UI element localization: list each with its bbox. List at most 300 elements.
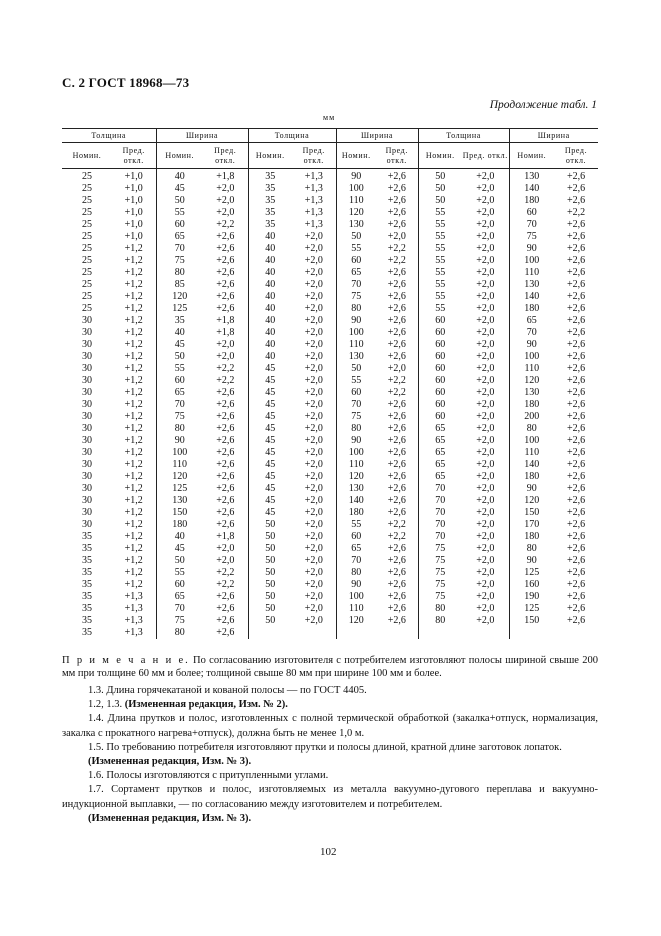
table-cell: +2,6 [376, 399, 418, 411]
table-cell: +2,6 [376, 183, 418, 195]
table-cell: +1,2 [112, 519, 156, 531]
table-cell: +2,6 [566, 327, 586, 338]
table-cell: 50 [174, 351, 185, 362]
column-header: Номин. [248, 143, 292, 169]
table-cell: +2,6 [203, 231, 248, 243]
table-cell [509, 627, 554, 639]
table-cell: 30 [82, 423, 92, 434]
table-cell: 75 [435, 591, 446, 602]
table-cell: 180 [524, 303, 540, 314]
table-cell: +2,6 [566, 591, 586, 602]
table-cell: +2,0 [292, 351, 336, 363]
table-cell: 120 [524, 495, 540, 506]
table-cell: 55 [351, 243, 362, 254]
table-cell: +2,6 [376, 267, 418, 279]
table-cell: +1,2 [112, 327, 156, 339]
table-cell: 45 [174, 183, 185, 194]
table-cell: 75 [435, 555, 446, 566]
table-cell: 120 [348, 207, 364, 218]
column-header: Пред. откл. [376, 143, 418, 169]
column-header: Пред. откл. [462, 143, 509, 169]
table-cell: 65 [435, 435, 446, 446]
table-cell: 50 [265, 591, 276, 602]
table-cell: 25 [82, 171, 92, 182]
table-row [62, 183, 598, 195]
table-cell: +2,0 [462, 387, 509, 399]
table-row [62, 627, 598, 639]
table-cell: 60 [351, 255, 362, 266]
table-cell: +2,6 [566, 351, 586, 362]
table-cell: +2,6 [376, 219, 418, 231]
table-cell: +2,2 [376, 375, 418, 387]
paragraph [62, 698, 598, 712]
table-row [62, 219, 598, 231]
table-cell: 55 [435, 267, 446, 278]
table-cell: +2,0 [203, 543, 248, 555]
table-cell: 80 [351, 567, 362, 578]
table-cell: 30 [82, 471, 92, 482]
table-cell: 45 [265, 411, 276, 422]
table-cell: 60 [174, 375, 185, 386]
table-row [62, 207, 598, 219]
table-cell: 50 [265, 579, 276, 590]
page-header: С. 2 ГОСТ 18968—73 [62, 75, 190, 90]
table-body [62, 169, 598, 640]
table-cell: +2,6 [203, 435, 248, 447]
table-cell: 65 [435, 471, 446, 482]
table-cell: +2,0 [292, 543, 336, 555]
table-cell: 50 [265, 519, 276, 530]
amendment-note: (Измененная редакция, Изм. № 3). [88, 812, 252, 824]
table-cell: +2,0 [462, 411, 509, 423]
table-cell: 45 [265, 447, 276, 458]
table-cell: +2,0 [462, 423, 509, 435]
table-cell: +2,6 [566, 411, 586, 422]
table-cell: +2,0 [462, 591, 509, 603]
table-cell: 45 [265, 459, 276, 470]
table-cell: 40 [265, 315, 276, 326]
table-cell: +2,6 [376, 543, 418, 555]
table-cell [292, 627, 336, 639]
table-cell: 125 [172, 483, 188, 494]
table-note [62, 654, 598, 680]
table-cell: 35 [82, 543, 92, 554]
table-cell: 190 [524, 591, 540, 602]
table-cell: 60 [435, 387, 446, 398]
table-cell: 100 [348, 591, 364, 602]
table-cell: 65 [351, 267, 362, 278]
table-cell: +2,6 [566, 555, 586, 566]
table-cell: +2,0 [292, 615, 336, 627]
table-cell: +2,0 [462, 255, 509, 267]
table-cell: +2,0 [462, 579, 509, 591]
table-cell: +1,2 [112, 279, 156, 291]
table-cell: +2,6 [203, 423, 248, 435]
table-cell: +2,6 [566, 255, 586, 266]
table-cell: +2,6 [203, 591, 248, 603]
table-cell: 70 [351, 555, 362, 566]
table-cell: +2,6 [203, 459, 248, 471]
table-cell: +2,0 [292, 591, 336, 603]
table-cell: +2,0 [292, 327, 336, 339]
table-cell: 60 [435, 351, 446, 362]
table-cell: +2,0 [462, 399, 509, 411]
table-cell: 65 [435, 423, 446, 434]
note-text: По согласованию изготовителя с потребителем изготовляют полосы шириной свыше 200 мм при толщине 60 мм и более; толщиной свыше 80 мм при ширине 100 мм и более. [62, 655, 598, 679]
table-cell: +2,6 [203, 483, 248, 495]
table-cell: +2,0 [292, 519, 336, 531]
table-cell: 40 [265, 303, 276, 314]
table-cell: +2,0 [203, 351, 248, 363]
table-cell: 150 [524, 507, 540, 518]
table-cell: 40 [174, 531, 185, 542]
table-cell: 180 [524, 471, 540, 482]
table-cell: 160 [524, 579, 540, 590]
table-cell: +1,2 [112, 555, 156, 567]
table-cell: +2,0 [292, 315, 336, 327]
table-cell: +1,8 [203, 315, 248, 327]
table-cell: +2,0 [462, 303, 509, 315]
paragraph: 1.5. По требованию потребителя изготовляют прутки и полосы длиной, кратной длине заготовок лопаток. [88, 741, 562, 753]
table-cell: +2,0 [462, 207, 509, 219]
table-cell: 65 [435, 459, 446, 470]
table-cell: +2,0 [462, 339, 509, 351]
table-cell: 25 [82, 183, 92, 194]
table-cell: +2,2 [376, 387, 418, 399]
table-cell: 140 [524, 291, 540, 302]
table-cell: 60 [351, 387, 362, 398]
table-cell: +1,2 [112, 567, 156, 579]
table-cell: +2,2 [203, 363, 248, 375]
table-cell: 55 [435, 279, 446, 290]
table-cell: 120 [348, 615, 364, 626]
table-cell: +2,0 [462, 435, 509, 447]
table-cell: 180 [524, 531, 540, 542]
table-cell: 40 [265, 243, 276, 254]
table-cell: +2,0 [376, 231, 418, 243]
table-cell: +2,6 [566, 363, 586, 374]
table-cell: 30 [82, 339, 92, 350]
table-cell: 125 [172, 303, 188, 314]
table-cell: +1,2 [112, 243, 156, 255]
table-cell: 30 [82, 519, 92, 530]
table-row [62, 447, 598, 459]
table-cell: 140 [348, 495, 364, 506]
table-cell: +2,6 [203, 627, 248, 639]
table-cell: +1,2 [112, 495, 156, 507]
amendment-note: (Измененная редакция, Изм. № 2). [124, 699, 288, 711]
table-cell: 70 [174, 243, 185, 254]
table-cell: +2,0 [203, 183, 248, 195]
table-cell: +2,6 [566, 459, 586, 470]
table-cell: +2,6 [376, 195, 418, 207]
table-cell: 100 [348, 183, 364, 194]
table-cell: +2,6 [203, 447, 248, 459]
table-cell: 30 [82, 459, 92, 470]
table-cell: 130 [348, 483, 364, 494]
table-cell: 30 [82, 387, 92, 398]
table-cell: +1,3 [112, 591, 156, 603]
table-cell: +1,2 [112, 531, 156, 543]
table-cell: 75 [435, 543, 446, 554]
table-cell: +1,2 [112, 435, 156, 447]
table-cell: +2,6 [203, 291, 248, 303]
table-cell: +2,6 [566, 231, 586, 242]
table-cell: +2,0 [292, 231, 336, 243]
table-cell: 40 [265, 351, 276, 362]
table-cell: +2,6 [203, 387, 248, 399]
table-cell: 35 [82, 591, 92, 602]
group-header: Ширина [336, 129, 418, 143]
table-cell: +2,6 [376, 291, 418, 303]
table-cell: +2,0 [462, 507, 509, 519]
table-cell: +1,2 [112, 411, 156, 423]
amendment-note: (Измененная редакция, Изм. № 3). [88, 756, 252, 768]
table-cell: 50 [265, 603, 276, 614]
table-cell: +1,3 [112, 603, 156, 615]
table-cell: 150 [172, 507, 188, 518]
table-cell: 55 [351, 519, 362, 530]
table-cell: +2,6 [566, 375, 586, 386]
table-cell: 60 [435, 363, 446, 374]
table-cell: +1,0 [112, 195, 156, 207]
table-cell: +2,0 [292, 279, 336, 291]
table-cell: 90 [526, 483, 537, 494]
table-row [62, 471, 598, 483]
table-cell: 120 [172, 291, 188, 302]
table-cell: 50 [265, 615, 276, 626]
table-cell: 130 [348, 351, 364, 362]
table-cell: 70 [351, 399, 362, 410]
table-cell: +2,6 [376, 303, 418, 315]
table-cell: 60 [174, 219, 185, 230]
table-cell: +2,0 [292, 339, 336, 351]
table-cell: 70 [435, 507, 446, 518]
table-cell: +2,0 [292, 555, 336, 567]
table-cell: 130 [172, 495, 188, 506]
table-cell: +2,0 [292, 603, 336, 615]
table-cell: +2,0 [462, 195, 509, 207]
table-cell: +2,6 [566, 507, 586, 518]
table-cell: 70 [526, 327, 537, 338]
table-cell: 90 [351, 435, 362, 446]
table-cell: 100 [172, 447, 188, 458]
table-cell [554, 627, 598, 639]
table-cell: +2,6 [566, 339, 586, 350]
table-cell: 50 [265, 543, 276, 554]
table-cell: 180 [348, 507, 364, 518]
table-cell: +2,0 [292, 483, 336, 495]
table-cell: +2,6 [566, 219, 586, 230]
table-cell: +1,0 [112, 169, 156, 184]
table-cell: 110 [348, 195, 364, 206]
table-cell: 180 [172, 519, 188, 530]
table-cell: 45 [265, 399, 276, 410]
table-cell [462, 627, 509, 639]
paragraph: 1.4. Длина прутков и полос, изготовленных с полной термической обработкой (закалка+отпуск, нормализация, закалка с прокатного нагрева+отпуск), должна быть не менее 1,0 м. [62, 713, 598, 739]
table-cell: 90 [526, 339, 537, 350]
table-cell: 100 [524, 435, 540, 446]
table-cell: 55 [435, 243, 446, 254]
table-cell: +2,6 [376, 591, 418, 603]
table-cell: +2,0 [462, 495, 509, 507]
table-cell: 55 [435, 219, 446, 230]
table-cell: 170 [524, 519, 540, 530]
table-row [62, 327, 598, 339]
table-cell: +2,6 [376, 507, 418, 519]
table-cell: 80 [526, 423, 537, 434]
table-cell: 50 [435, 171, 446, 182]
table-cell: +1,2 [112, 459, 156, 471]
table-cell: 65 [174, 231, 185, 242]
table-cell: 35 [82, 555, 92, 566]
table-cell: 90 [174, 435, 185, 446]
table-cell: +1,2 [112, 291, 156, 303]
table-cell: +2,0 [292, 255, 336, 267]
table-cell: 110 [172, 459, 188, 470]
table-cell: +1,3 [292, 207, 336, 219]
table-cell: 25 [82, 243, 92, 254]
table-cell: +2,2 [203, 375, 248, 387]
column-header: Номин. [418, 143, 462, 169]
table-row [62, 255, 598, 267]
table-cell: +2,6 [203, 519, 248, 531]
table-cell: 140 [524, 459, 540, 470]
table-cell: +2,2 [376, 531, 418, 543]
table-cell: 65 [174, 387, 185, 398]
table-cell: +2,6 [566, 423, 586, 434]
table-cell: +2,6 [376, 169, 418, 184]
table-cell: +2,0 [292, 423, 336, 435]
table-cell: +2,6 [376, 447, 418, 459]
paragraph: 1.7. Сортамент прутков и полос, изготовляемых из металла вакуумно-дугового переплава и вакуумно-индукционной выплавки, — по согласованию между изготовителем и потребителем. [62, 784, 598, 810]
table-cell: +2,2 [376, 243, 418, 255]
table-cell: 60 [435, 327, 446, 338]
table-cell: +2,6 [203, 471, 248, 483]
table-cell: 45 [265, 423, 276, 434]
table-cell: 75 [174, 255, 185, 266]
table-cell: +2,6 [566, 303, 586, 314]
table-cell: 75 [351, 291, 362, 302]
table-cell: +2,6 [376, 579, 418, 591]
table-cell: 85 [174, 279, 185, 290]
table-cell: +2,6 [566, 543, 586, 554]
note-label: П р и м е ч а н и е. [62, 655, 190, 666]
table-cell: +1,2 [112, 387, 156, 399]
table-cell: 45 [265, 375, 276, 386]
table-cell: +2,0 [203, 339, 248, 351]
table-cell: +2,0 [462, 447, 509, 459]
table-cell: +2,0 [462, 615, 509, 627]
table-cell: +2,6 [376, 411, 418, 423]
table-row [62, 339, 598, 351]
table-cell: 35 [265, 183, 276, 194]
table-cell: +2,6 [566, 195, 586, 206]
table-cell: +2,6 [376, 207, 418, 219]
table-cell: +2,6 [376, 567, 418, 579]
table-cell: +2,2 [203, 219, 248, 231]
table-cell: 25 [82, 303, 92, 314]
table-cell: 130 [524, 387, 540, 398]
table-row [62, 375, 598, 387]
table-cell: +2,0 [462, 363, 509, 375]
table-cell: +2,0 [462, 375, 509, 387]
table-cell: 35 [82, 627, 92, 638]
page-number: 102 [320, 846, 337, 858]
table-cell: 30 [82, 411, 92, 422]
table-cell: +2,0 [292, 495, 336, 507]
table-cell: +2,0 [292, 291, 336, 303]
table-cell: 30 [82, 327, 92, 338]
table-cell: 130 [524, 279, 540, 290]
table-cell: 50 [435, 195, 446, 206]
table-cell: 65 [174, 591, 185, 602]
table-cell: +2,6 [566, 471, 586, 482]
table-cell: 80 [351, 423, 362, 434]
table-cell: 55 [174, 363, 185, 374]
table-row [62, 507, 598, 519]
table-cell: +2,6 [566, 279, 586, 290]
table-cell: +2,0 [462, 243, 509, 255]
table-cell: 90 [526, 243, 537, 254]
table-cell: +1,0 [112, 231, 156, 243]
table-cell: 25 [82, 255, 92, 266]
table-cell: 35 [82, 531, 92, 542]
table-cell: +2,6 [376, 555, 418, 567]
table-cell: +1,3 [112, 627, 156, 639]
table-cell: +1,2 [112, 375, 156, 387]
table-cell: 65 [351, 543, 362, 554]
table-cell: 110 [524, 363, 540, 374]
table-cell: +2,0 [292, 579, 336, 591]
table-cell: +1,0 [112, 183, 156, 195]
table-cell: +2,6 [566, 291, 586, 302]
table-cell: +2,0 [292, 507, 336, 519]
table-cell: +2,0 [292, 243, 336, 255]
table-cell: +2,6 [566, 603, 586, 614]
table-row [62, 267, 598, 279]
table-cell: +2,6 [566, 435, 586, 446]
table-cell [418, 627, 462, 639]
table-cell: +1,2 [112, 399, 156, 411]
table-cell: 180 [524, 195, 540, 206]
table-row [62, 315, 598, 327]
table-cell: 80 [351, 303, 362, 314]
table-cell: +2,0 [292, 531, 336, 543]
table-cell: 140 [524, 183, 540, 194]
table-cell: 45 [265, 495, 276, 506]
table-cell: +1,8 [203, 327, 248, 339]
table-cell: 55 [435, 303, 446, 314]
table-cell: 40 [174, 171, 185, 182]
table-cell: +2,6 [376, 327, 418, 339]
group-header: Ширина [156, 129, 248, 143]
table-cell: +1,0 [112, 219, 156, 231]
table-cell: 25 [82, 267, 92, 278]
table-row [62, 279, 598, 291]
table-cell: +1,3 [292, 195, 336, 207]
table-continuation-caption: Продолжение табл. 1 [489, 99, 597, 111]
table-cell: +2,0 [292, 459, 336, 471]
table-cell: 30 [82, 447, 92, 458]
table-cell: 30 [82, 495, 92, 506]
table-cell: 30 [82, 375, 92, 386]
table-cell: 30 [82, 435, 92, 446]
table-cell: 35 [174, 315, 185, 326]
table-cell: +2,0 [462, 279, 509, 291]
table-cell: 80 [174, 627, 185, 638]
table-cell: +2,0 [203, 195, 248, 207]
